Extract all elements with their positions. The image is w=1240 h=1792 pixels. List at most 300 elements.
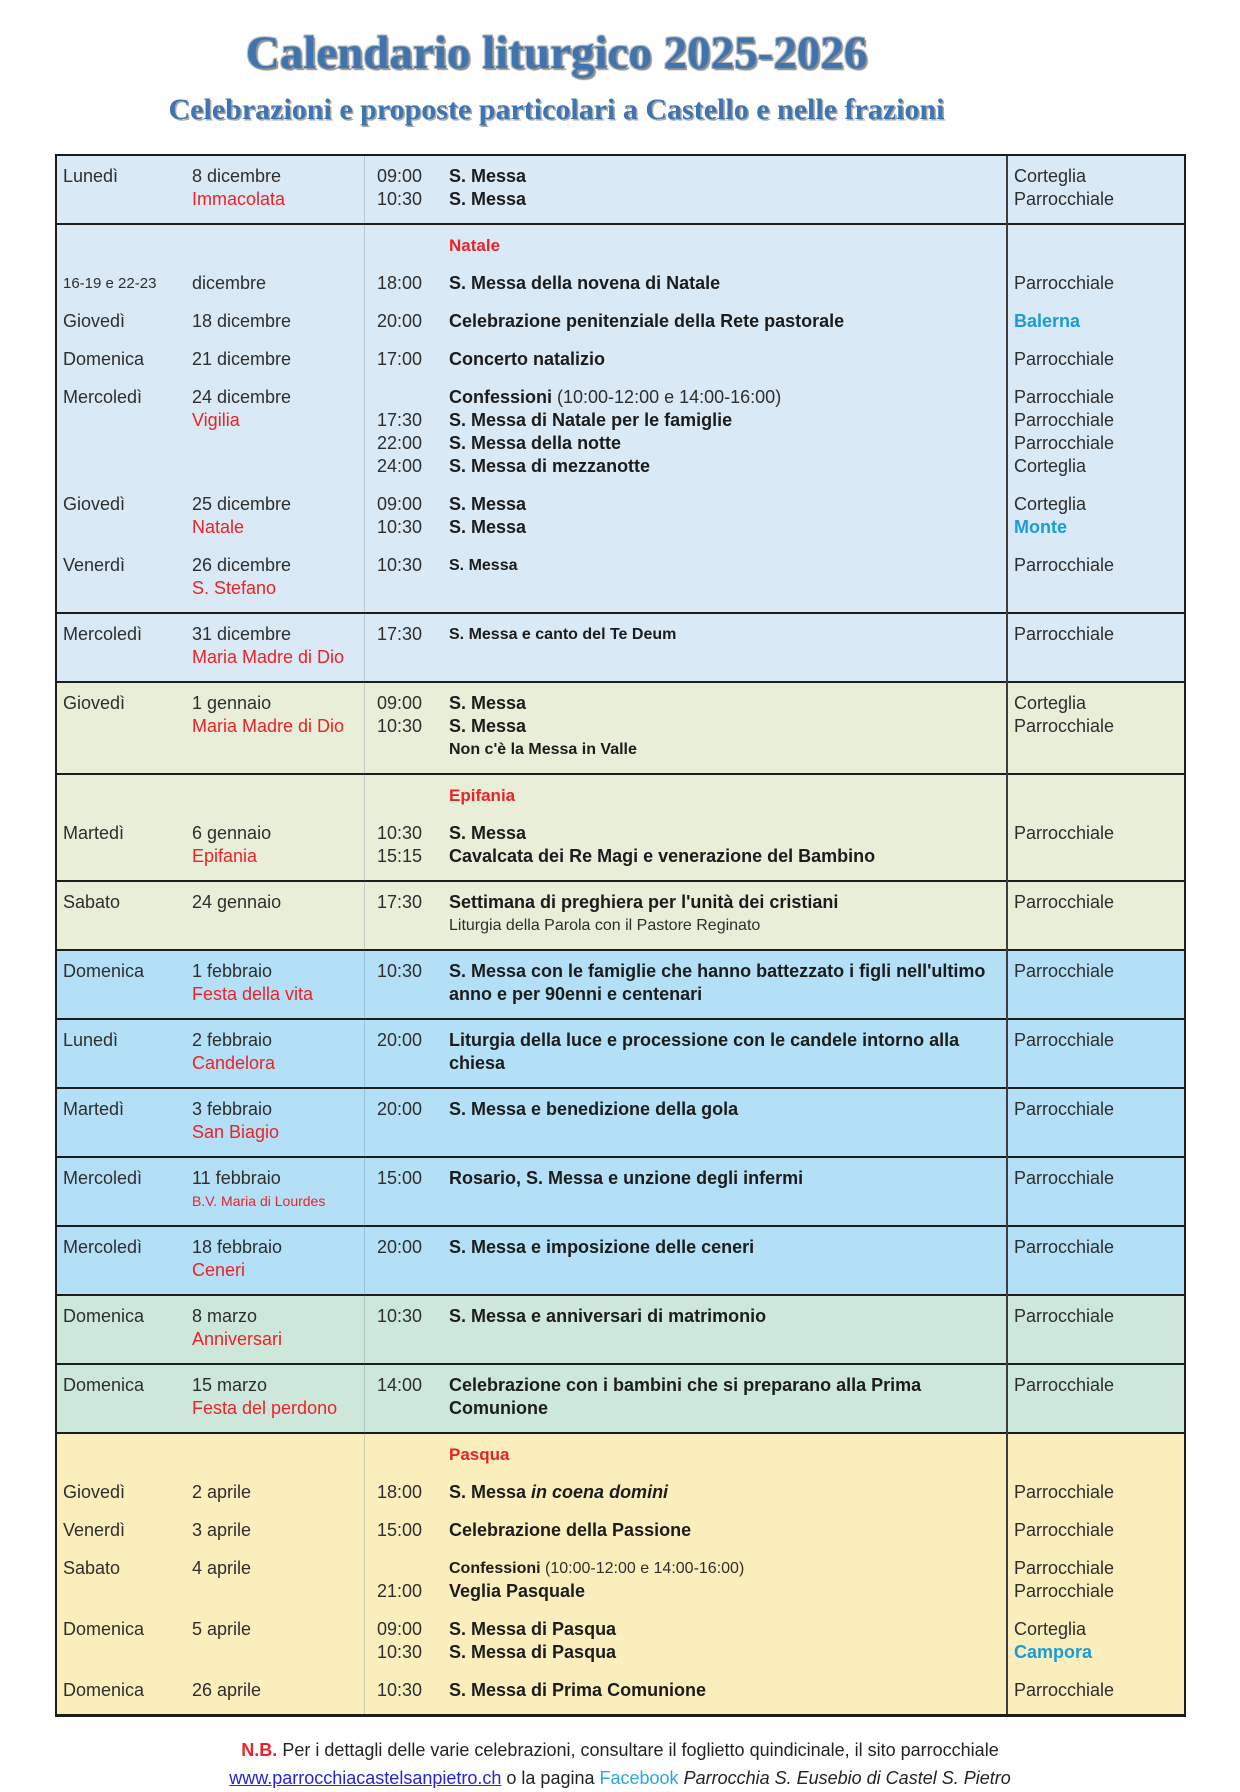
location-cell — [1006, 1557, 1184, 1603]
location-label: Monte — [1014, 517, 1067, 537]
location-label: Parrocchiale — [1014, 387, 1115, 407]
time-label: 10:30 — [377, 1642, 423, 1662]
date-label: 21 dicembre — [192, 349, 292, 369]
date-label: 8 dicembre — [192, 166, 282, 186]
location-label: Parrocchiale — [1014, 1520, 1115, 1540]
time-label: 09:00 — [377, 494, 423, 514]
date-label: 26 dicembre — [192, 555, 292, 575]
calendar-row — [57, 1236, 1184, 1282]
day-cell: Domenica — [63, 961, 145, 981]
event-label — [449, 493, 994, 516]
location-cell — [1006, 1305, 1184, 1351]
calendar-section — [57, 612, 1184, 681]
day-cell: Domenica — [63, 1680, 145, 1700]
event-bold-text: Cavalcata dei Re Magi e venerazione del Bambino — [449, 846, 876, 866]
facebook-label[interactable]: Facebook — [599, 1767, 679, 1788]
day-cell: Domenica — [63, 1306, 145, 1326]
date-label: 24 dicembre — [192, 387, 292, 407]
event-label — [449, 1236, 994, 1259]
event-bold-text: S. Messa — [449, 189, 527, 209]
date-cell — [192, 960, 364, 1006]
date-label: 18 febbraio — [192, 1237, 283, 1257]
calendar-row — [57, 822, 1184, 868]
location-cell — [1006, 1443, 1184, 1466]
date-cell — [192, 822, 364, 868]
day-cell: Domenica — [63, 1619, 145, 1639]
calendar-row — [57, 554, 1184, 600]
event-label — [449, 1481, 994, 1504]
time-cell — [364, 1305, 449, 1351]
date-label: 2 aprile — [192, 1482, 252, 1502]
date-cell — [192, 493, 364, 539]
date-label: 26 aprile — [192, 1680, 262, 1700]
time-label — [377, 386, 449, 409]
date-label: 24 gennaio — [192, 892, 282, 912]
location-label: Parrocchiale — [1014, 189, 1115, 209]
feast-label: Anniversari — [192, 1329, 283, 1349]
calendar-row — [57, 1557, 1184, 1603]
event-cell — [449, 1519, 1006, 1542]
feast-label: Ceneri — [192, 1260, 246, 1280]
event-bold-text: S. Messa con le famiglie che hanno battezzato i figli nell'ultimo anno e per 90enni e centenari — [449, 961, 986, 1004]
date-label: 1 gennaio — [192, 693, 272, 713]
location-cell — [1006, 891, 1184, 937]
event-bold-text: S. Messa — [449, 716, 527, 736]
event-cell — [449, 1443, 1006, 1466]
section-title: Epifania — [449, 786, 516, 805]
day-cell: Domenica — [63, 1375, 145, 1395]
time-label: 20:00 — [377, 1030, 423, 1050]
event-cell — [449, 891, 1006, 937]
calendar-row — [57, 1167, 1184, 1213]
day-cell: Venerdì — [63, 555, 126, 575]
day-cell: Giovedì — [63, 1482, 126, 1502]
location-label: Parrocchiale — [1014, 349, 1115, 369]
location-label: Parrocchiale — [1014, 410, 1115, 430]
time-cell — [364, 165, 449, 211]
calendar-section — [57, 1156, 1184, 1225]
event-bold-text: Veglia Pasquale — [449, 1581, 586, 1601]
section-title: Natale — [449, 236, 501, 255]
location-cell — [1006, 1481, 1184, 1504]
location-cell — [1006, 822, 1184, 868]
date-cell — [192, 1679, 364, 1702]
location-label: Corteglia — [1014, 1619, 1087, 1639]
time-cell — [364, 1481, 449, 1504]
calendar-row — [57, 1481, 1184, 1504]
feast-label: Vigilia — [192, 410, 240, 430]
date-cell — [192, 1557, 364, 1603]
feast-label: B.V. Maria di Lourdes — [192, 1193, 326, 1209]
event-label — [449, 738, 994, 761]
event-label — [449, 516, 994, 539]
event-bold-text: S. Messa — [449, 517, 527, 537]
event-bold-text: S. Messa e benedizione della gola — [449, 1099, 739, 1119]
location-label: Corteglia — [1014, 456, 1087, 476]
location-label: Parrocchiale — [1014, 624, 1115, 644]
event-label — [449, 409, 994, 432]
date-cell — [192, 784, 364, 807]
date-cell — [192, 554, 364, 600]
feast-label: Immacolata — [192, 189, 286, 209]
time-cell — [364, 623, 449, 669]
day-cell: Giovedì — [63, 494, 126, 514]
event-label — [449, 348, 994, 371]
event-cell — [449, 784, 1006, 807]
event-cell — [449, 1029, 1006, 1075]
location-label: Parrocchiale — [1014, 961, 1115, 981]
event-cell — [449, 272, 1006, 295]
event-label — [449, 891, 994, 914]
time-label: 18:00 — [377, 273, 423, 293]
location-label: Corteglia — [1014, 494, 1087, 514]
calendar-section — [57, 1087, 1184, 1156]
date-cell — [192, 1029, 364, 1075]
calendar-section — [57, 223, 1184, 612]
facebook-page-name: Parrocchia S. Eusebio di Castel S. Pietro — [683, 1767, 1011, 1788]
location-label: Balerna — [1014, 311, 1081, 331]
date-label: 25 dicembre — [192, 494, 292, 514]
date-cell — [192, 692, 364, 761]
event-bold-text: S. Messa e anniversari di matrimonio — [449, 1306, 767, 1326]
event-bold-text: S. Messa — [449, 823, 527, 843]
location-label: Corteglia — [1014, 166, 1087, 186]
event-label — [449, 455, 994, 478]
event-cell — [449, 1374, 1006, 1420]
time-cell — [364, 310, 449, 333]
time-label: 17:30 — [377, 410, 423, 430]
event-cell — [449, 310, 1006, 333]
location-label: Parrocchiale — [1014, 1168, 1115, 1188]
event-label — [449, 1679, 994, 1702]
time-cell — [364, 1167, 449, 1213]
calendar-row — [57, 891, 1184, 937]
time-label: 17:00 — [377, 349, 423, 369]
date-label: 3 febbraio — [192, 1099, 273, 1119]
location-cell — [1006, 960, 1184, 1006]
time-label: 15:00 — [377, 1520, 423, 1540]
event-cell — [449, 1236, 1006, 1282]
location-cell — [1006, 1374, 1184, 1420]
date-label: 11 febbraio — [192, 1168, 281, 1188]
event-label — [449, 272, 994, 295]
event-bold-text: Celebrazione con i bambini che si preparano alla Prima Comunione — [449, 1375, 922, 1418]
date-cell — [192, 1618, 364, 1664]
time-cell — [364, 348, 449, 371]
section-header-row — [57, 784, 1184, 807]
time-cell — [364, 1618, 449, 1664]
event-label — [449, 386, 994, 409]
location-label: Parrocchiale — [1014, 1581, 1115, 1601]
date-cell — [192, 386, 364, 478]
event-cell — [449, 234, 1006, 257]
event-label — [449, 914, 994, 937]
event-label — [449, 623, 994, 646]
event-cell — [449, 386, 1006, 478]
calendar-row — [57, 348, 1184, 371]
calendar-section — [57, 156, 1184, 223]
event-cell — [449, 1098, 1006, 1144]
calendar-row — [57, 960, 1184, 1006]
feast-label: Candelora — [192, 1053, 276, 1073]
event-cell — [449, 1679, 1006, 1702]
calendar-section — [57, 1225, 1184, 1294]
calendar-row — [57, 1098, 1184, 1144]
event-cell — [449, 960, 1006, 1006]
date-cell — [192, 1443, 364, 1466]
feast-label: Festa del perdono — [192, 1398, 338, 1418]
event-cell — [449, 692, 1006, 761]
day-cell: Giovedì — [63, 693, 126, 713]
location-cell — [1006, 165, 1184, 211]
time-label: 15:15 — [377, 846, 423, 866]
event-bold-text: S. Messa — [449, 557, 518, 574]
event-bold-text: Liturgia della luce e processione con le candele intorno alla chiesa — [449, 1030, 960, 1073]
event-bold-text: Rosario, S. Messa e unzione degli infermi — [449, 1168, 804, 1188]
day-cell: Domenica — [63, 349, 145, 369]
location-label: Parrocchiale — [1014, 1680, 1115, 1700]
location-label: Parrocchiale — [1014, 1558, 1115, 1578]
time-cell — [364, 1679, 449, 1702]
calendar-row — [57, 623, 1184, 669]
location-label: Parrocchiale — [1014, 1306, 1115, 1326]
feast-label: Maria Madre di Dio — [192, 647, 345, 667]
location-cell — [1006, 1679, 1184, 1702]
calendar-row — [57, 1374, 1184, 1420]
event-label — [449, 692, 994, 715]
event-label — [449, 1557, 994, 1580]
event-bold-text: S. Messa — [449, 494, 527, 514]
time-cell — [364, 1374, 449, 1420]
event-label — [449, 1519, 994, 1542]
time-cell — [364, 1519, 449, 1542]
date-cell — [192, 272, 364, 295]
event-bold-text: S. Messa di Pasqua — [449, 1642, 617, 1662]
time-cell — [364, 1098, 449, 1144]
time-label: 10:30 — [377, 716, 423, 736]
location-label: Parrocchiale — [1014, 892, 1115, 912]
parish-website-link[interactable]: www.parrocchiacastelsanpietro.ch — [229, 1767, 502, 1788]
day-cell: Sabato — [63, 892, 121, 912]
calendar-section — [57, 1363, 1184, 1432]
time-label: 20:00 — [377, 311, 423, 331]
time-cell — [364, 1236, 449, 1282]
day-cell: Mercoledì — [63, 1168, 143, 1188]
time-label: 24:00 — [377, 456, 423, 476]
event-bold-text: Concerto natalizio — [449, 349, 606, 369]
calendar-row — [57, 272, 1184, 295]
day-cell: Martedì — [63, 823, 125, 843]
event-label — [449, 554, 994, 577]
calendar-section — [57, 1018, 1184, 1087]
location-cell — [1006, 692, 1184, 761]
calendar-row — [57, 310, 1184, 333]
location-column-divider — [1006, 156, 1008, 1714]
event-cell — [449, 1481, 1006, 1504]
liturgical-calendar-table — [55, 154, 1186, 1717]
date-cell — [192, 623, 364, 669]
section-header-row — [57, 1443, 1184, 1466]
page-subtitle: Celebrazioni e proposte particolari a Castello e nelle frazioni — [168, 93, 945, 126]
event-cell — [449, 554, 1006, 600]
day-cell: Venerdì — [63, 1520, 126, 1540]
location-cell — [1006, 386, 1184, 478]
event-bold-text: Celebrazione penitenziale della Rete pastorale — [449, 311, 845, 331]
day-cell: Lunedì — [63, 1030, 119, 1050]
date-label: 4 aprile — [192, 1558, 252, 1578]
date-cell — [192, 1167, 364, 1213]
event-bold-text: S. Messa — [449, 166, 527, 186]
location-label: Parrocchiale — [1014, 1030, 1115, 1050]
date-label: 18 dicembre — [192, 311, 292, 331]
day-cell: Mercoledì — [63, 1237, 143, 1257]
location-label: Parrocchiale — [1014, 1482, 1115, 1502]
calendar-section — [57, 1294, 1184, 1363]
feast-label: Festa della vita — [192, 984, 314, 1004]
day-cell: Giovedì — [63, 311, 126, 331]
event-bold-text: S. Messa — [449, 1482, 532, 1502]
nb-label: N.B. — [241, 1740, 278, 1760]
time-label: 18:00 — [377, 1482, 423, 1502]
time-label: 22:00 — [377, 433, 423, 453]
location-cell — [1006, 623, 1184, 669]
day-cell: Lunedì — [63, 166, 119, 186]
date-cell — [192, 348, 364, 371]
time-cell — [364, 554, 449, 600]
location-cell — [1006, 784, 1184, 807]
time-label — [377, 738, 449, 761]
event-bold-text: S. Messa di Natale per le famiglie — [449, 410, 733, 430]
date-label: 15 marzo — [192, 1375, 268, 1395]
time-label: 10:30 — [377, 517, 423, 537]
event-label — [449, 1618, 994, 1641]
calendar-row — [57, 165, 1184, 211]
feast-label: Natale — [192, 517, 245, 537]
location-cell — [1006, 234, 1184, 257]
date-label: 31 dicembre — [192, 624, 292, 644]
location-cell — [1006, 310, 1184, 333]
event-bold-text: Non c'è la Messa in Valle — [449, 741, 637, 758]
event-bold-text: S. Messa — [449, 693, 527, 713]
time-cell — [364, 692, 449, 761]
feast-label: Maria Madre di Dio — [192, 716, 345, 736]
event-label — [449, 1580, 994, 1603]
location-label: Parrocchiale — [1014, 1237, 1115, 1257]
event-label — [449, 1029, 994, 1075]
time-cell — [364, 234, 449, 257]
event-cell — [449, 348, 1006, 371]
event-label — [449, 165, 994, 188]
event-cell — [449, 822, 1006, 868]
time-label — [377, 914, 449, 937]
event-label — [449, 1374, 994, 1420]
day-cell — [57, 784, 192, 807]
footer-mid-text: o la pagina — [506, 1767, 595, 1788]
date-label: 5 aprile — [192, 1619, 252, 1639]
event-label — [449, 715, 994, 738]
event-bold-text: S. Messa di Prima Comunione — [449, 1680, 707, 1700]
time-cell — [364, 784, 449, 807]
calendar-row — [57, 1305, 1184, 1351]
time-label: 20:00 — [377, 1237, 423, 1257]
section-title: Pasqua — [449, 1445, 510, 1464]
date-cell — [192, 891, 364, 937]
time-cell — [364, 386, 449, 478]
time-label: 17:30 — [377, 624, 423, 644]
event-label — [449, 1167, 994, 1190]
event-bold-text: S. Messa e imposizione delle ceneri — [449, 1237, 755, 1257]
location-label: Campora — [1014, 1642, 1093, 1662]
event-bold-text: S. Messa della notte — [449, 433, 622, 453]
event-cell — [449, 1305, 1006, 1351]
calendar-row — [57, 1029, 1184, 1075]
event-label — [449, 960, 994, 1006]
event-bold-text: Settimana di preghiera per l'unità dei cristiani — [449, 892, 839, 912]
date-cell — [192, 1236, 364, 1282]
calendar-row — [57, 386, 1184, 478]
time-label: 10:30 — [377, 189, 423, 209]
event-italic-text: in coena domini — [531, 1482, 669, 1502]
event-bold-text: S. Messa della novena di Natale — [449, 273, 721, 293]
time-label: 14:00 — [377, 1375, 423, 1395]
location-label: Parrocchiale — [1014, 273, 1115, 293]
location-cell — [1006, 1236, 1184, 1282]
calendar-section — [57, 773, 1184, 880]
date-label: 2 febbraio — [192, 1030, 273, 1050]
calendar-section — [57, 880, 1184, 949]
calendar-row — [57, 493, 1184, 539]
location-label: Parrocchiale — [1014, 433, 1115, 453]
location-label: Parrocchiale — [1014, 716, 1115, 736]
location-label: Parrocchiale — [1014, 1099, 1115, 1119]
time-cell — [364, 822, 449, 868]
feast-label: Epifania — [192, 846, 258, 866]
event-bold-text: S. Messa di Pasqua — [449, 1619, 617, 1639]
event-plain-text: (10:00-12:00 e 14:00-16:00) — [552, 387, 782, 407]
date-cell — [192, 1374, 364, 1420]
calendar-section — [57, 681, 1184, 773]
date-cell — [192, 310, 364, 333]
location-cell — [1006, 1519, 1184, 1542]
time-label: 17:30 — [377, 892, 423, 912]
event-cell — [449, 1167, 1006, 1213]
calendar-row — [57, 692, 1184, 761]
time-cell — [364, 1029, 449, 1075]
day-cell — [57, 1443, 192, 1466]
title-block — [55, 26, 1058, 127]
event-label — [449, 188, 994, 211]
page-title: Calendario liturgico 2025-2026 — [245, 27, 868, 79]
date-cell — [192, 1481, 364, 1504]
location-label: Parrocchiale — [1014, 1375, 1115, 1395]
time-label — [377, 1557, 449, 1580]
day-cell: Martedì — [63, 1099, 125, 1119]
location-cell — [1006, 1618, 1184, 1664]
event-bold-text: Confessioni — [449, 1560, 541, 1577]
day-cell: 16-19 e 22-23 — [63, 275, 157, 292]
calendar-row — [57, 1618, 1184, 1664]
day-cell: Mercoledì — [63, 387, 143, 407]
time-label: 09:00 — [377, 166, 423, 186]
feast-label: San Biagio — [192, 1122, 280, 1142]
time-label: 15:00 — [377, 1168, 423, 1188]
footer-note — [0, 1737, 1240, 1792]
date-label: 8 marzo — [192, 1306, 258, 1326]
time-label: 20:00 — [377, 1099, 423, 1119]
time-label: 10:30 — [377, 961, 423, 981]
date-label: dicembre — [192, 273, 267, 293]
faint-column-divider — [364, 156, 365, 1714]
